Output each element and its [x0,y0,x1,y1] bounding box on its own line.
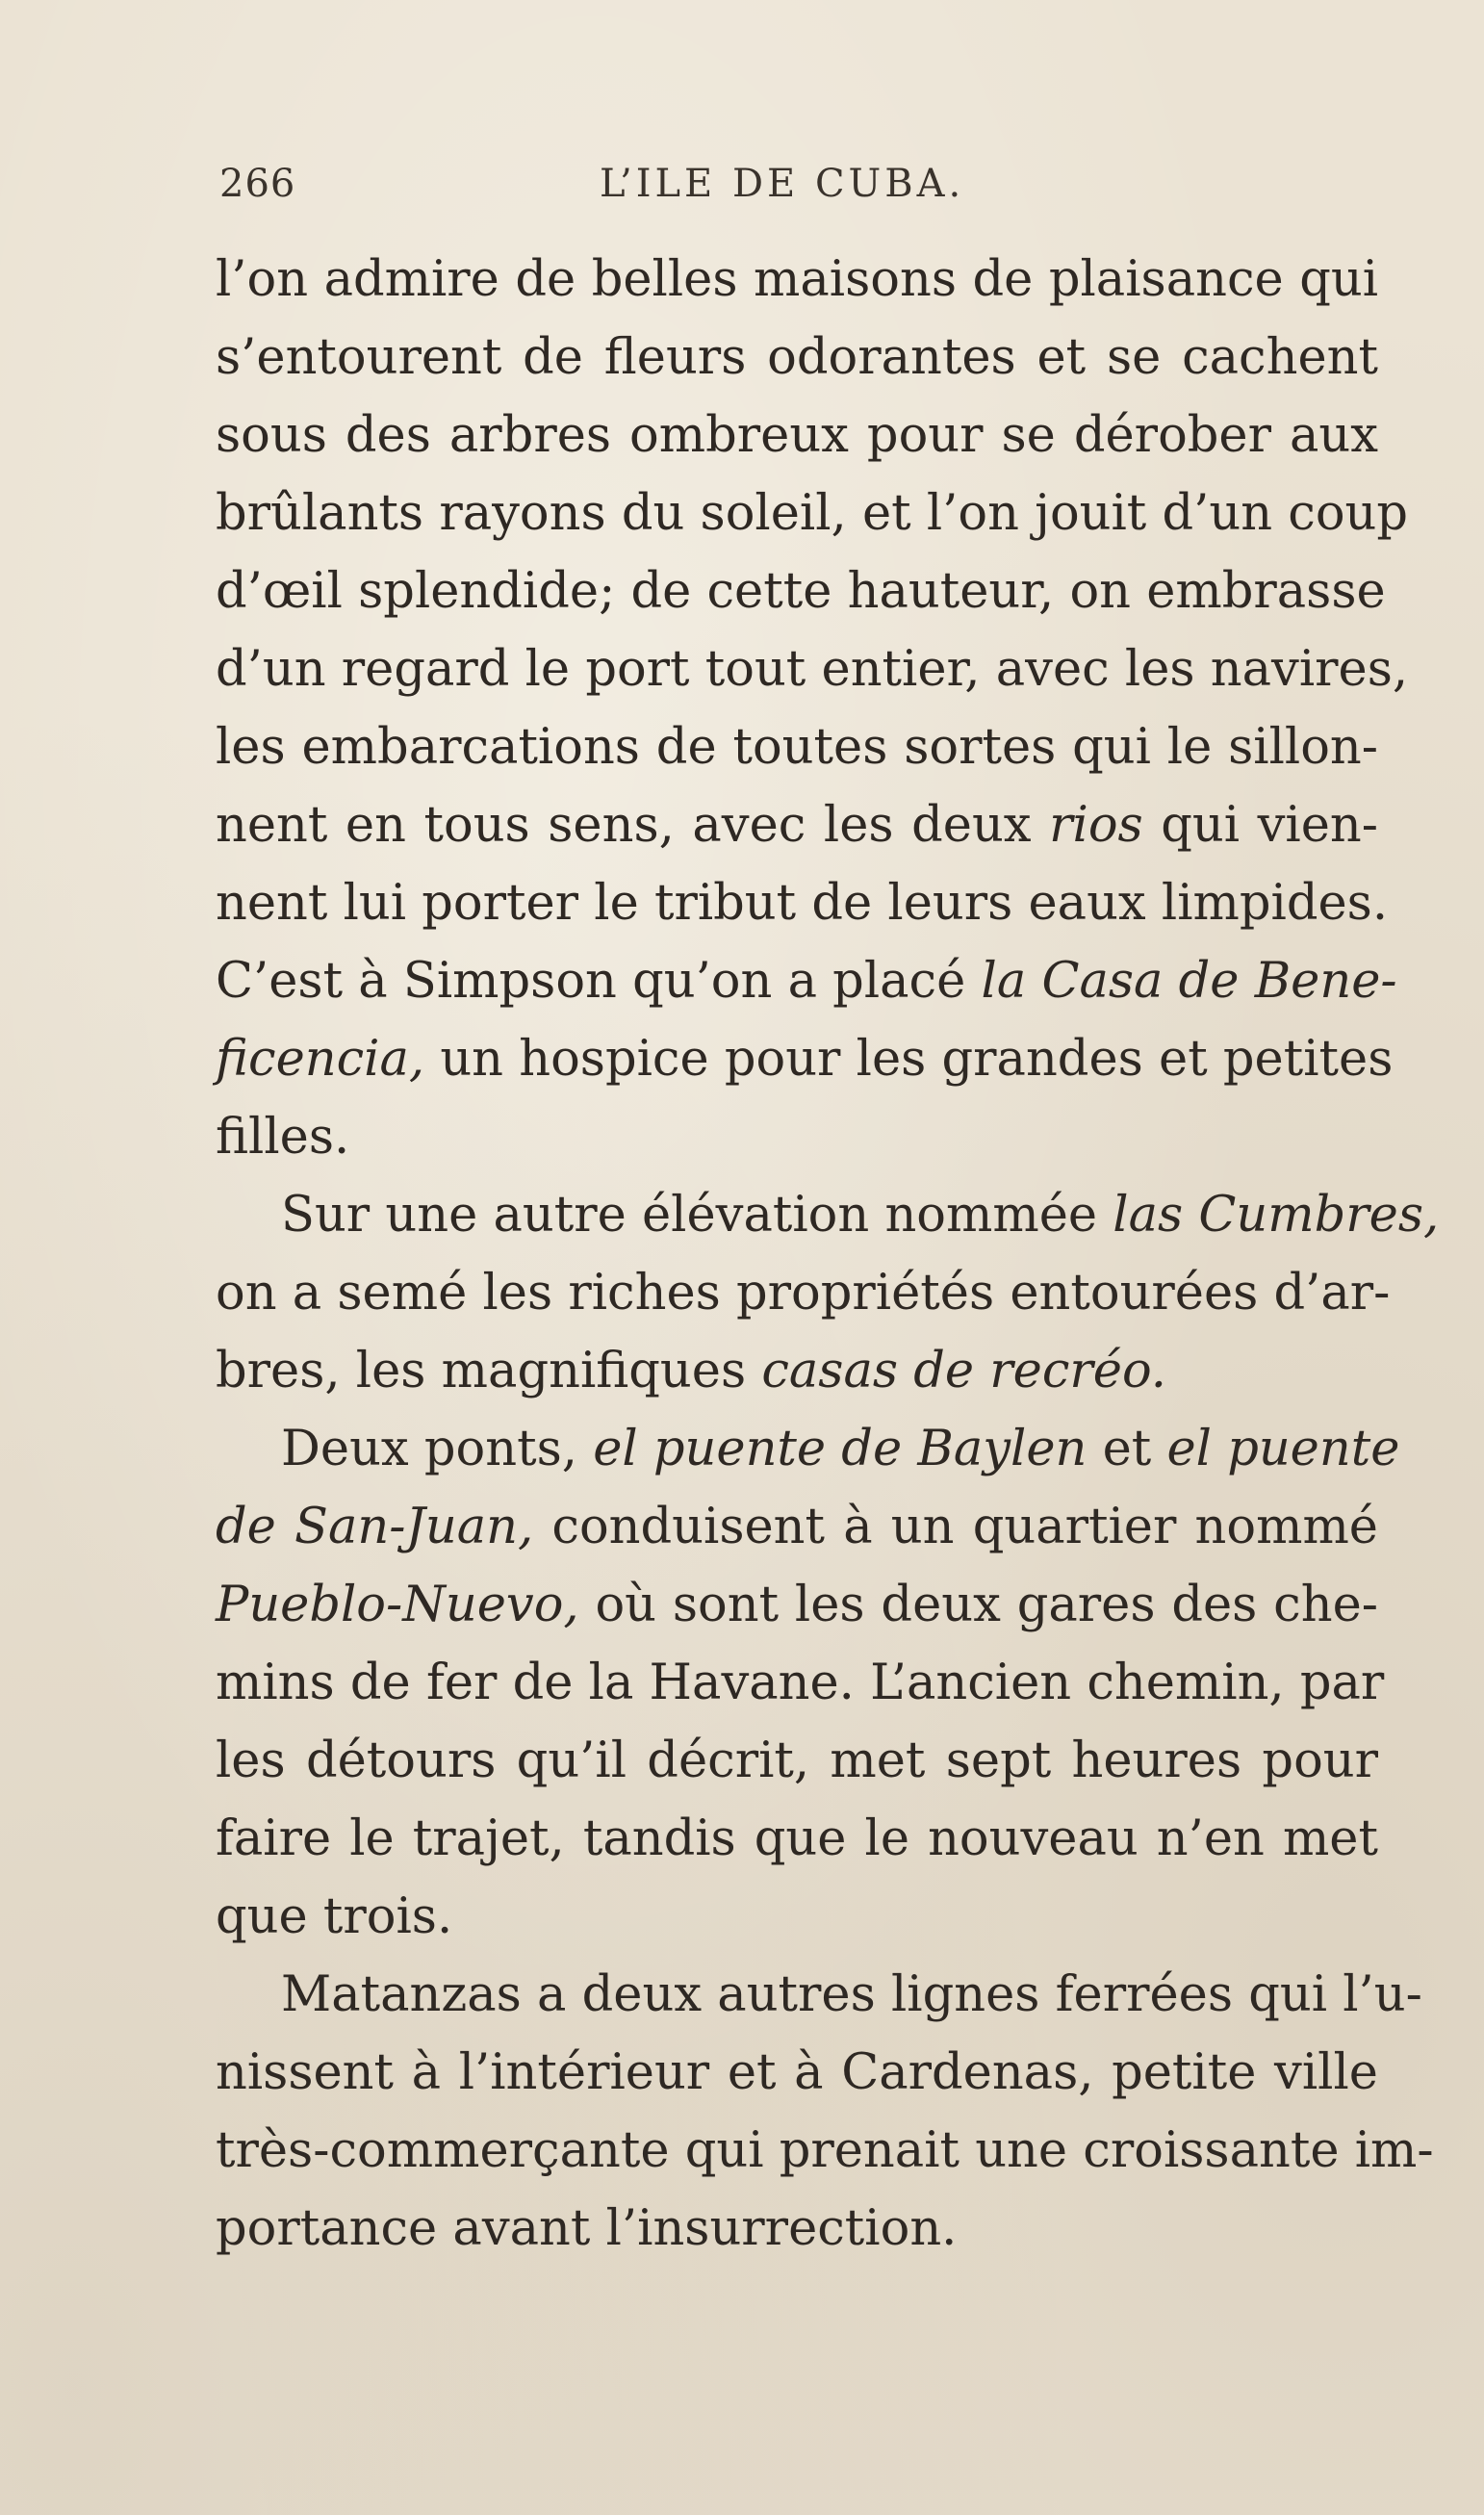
text-line-15: bres, les magnifiques casas de recréo. [216,1343,1167,1399]
text-line-14: on a semé les riches propriétés entourées d’ar- [216,1265,1391,1322]
text-line-23: Matanzas a deux autres lignes ferrées qui l’u- [281,1966,1422,2023]
page-number: 266 [219,162,296,206]
text-line-18: Pueblo-Nuevo, où sont les deux gares des che- [216,1577,1378,1633]
text-line-1: l’on admire de belles maisons de plaisance qui [216,251,1378,308]
text-line-6: d’un regard le port tout entier, avec les navires, [216,641,1409,698]
text-line-11: ficencia, un hospice pour les grandes et petites [216,1031,1394,1088]
text-line-9: nent lui porter le tribut de leurs eaux limpides. [216,875,1389,932]
text-line-7: les embarcations de toutes sortes qui le sillon- [216,719,1378,776]
body-text [216,241,1440,2268]
text-line-25: très-commerçante qui prenait une croissante im- [216,2122,1434,2179]
text-line-8: nent en tous sens, avec les deux rios qui vien- [216,797,1378,854]
text-line-21: faire le trajet, tandis que le nouveau n’en met [216,1810,1378,1867]
text-line-3: sous des arbres ombreux pour se dérober aux [216,407,1378,464]
text-line-24: nissent à l’intérieur et à Cardenas, petite ville [216,2044,1378,2101]
text-line-10: C’est à Simpson qu’on a placé la Casa de Bene- [216,953,1397,1010]
text-line-5: d’œil splendide; de cette hauteur, on embrasse [216,563,1386,620]
text-line-17: de San-Juan, conduisent à un quartier nommé [216,1499,1378,1555]
text-line-19: mins de fer de la Havane. L’ancien chemin, par [216,1655,1385,1711]
text-line-12: filles. [216,1109,350,1166]
text-line-4: brûlants rayons du soleil, et l’on jouit d’un coup [216,485,1409,542]
text-line-13: Sur une autre élévation nommée las Cumbres, [281,1187,1440,1244]
text-line-22: que trois. [216,1888,453,1945]
running-title: L’ILE DE CUBA. [600,162,965,206]
text-line-2: s’entourent de fleurs odorantes et se cachent [216,329,1378,386]
text-line-26: portance avant l’insurrection. [216,2200,958,2257]
text-line-16: Deux ponts, el puente de Baylen et el puente [281,1421,1400,1477]
text-line-20: les détours qu’il décrit, met sept heures pour [216,1732,1378,1789]
page-header [219,162,1369,219]
